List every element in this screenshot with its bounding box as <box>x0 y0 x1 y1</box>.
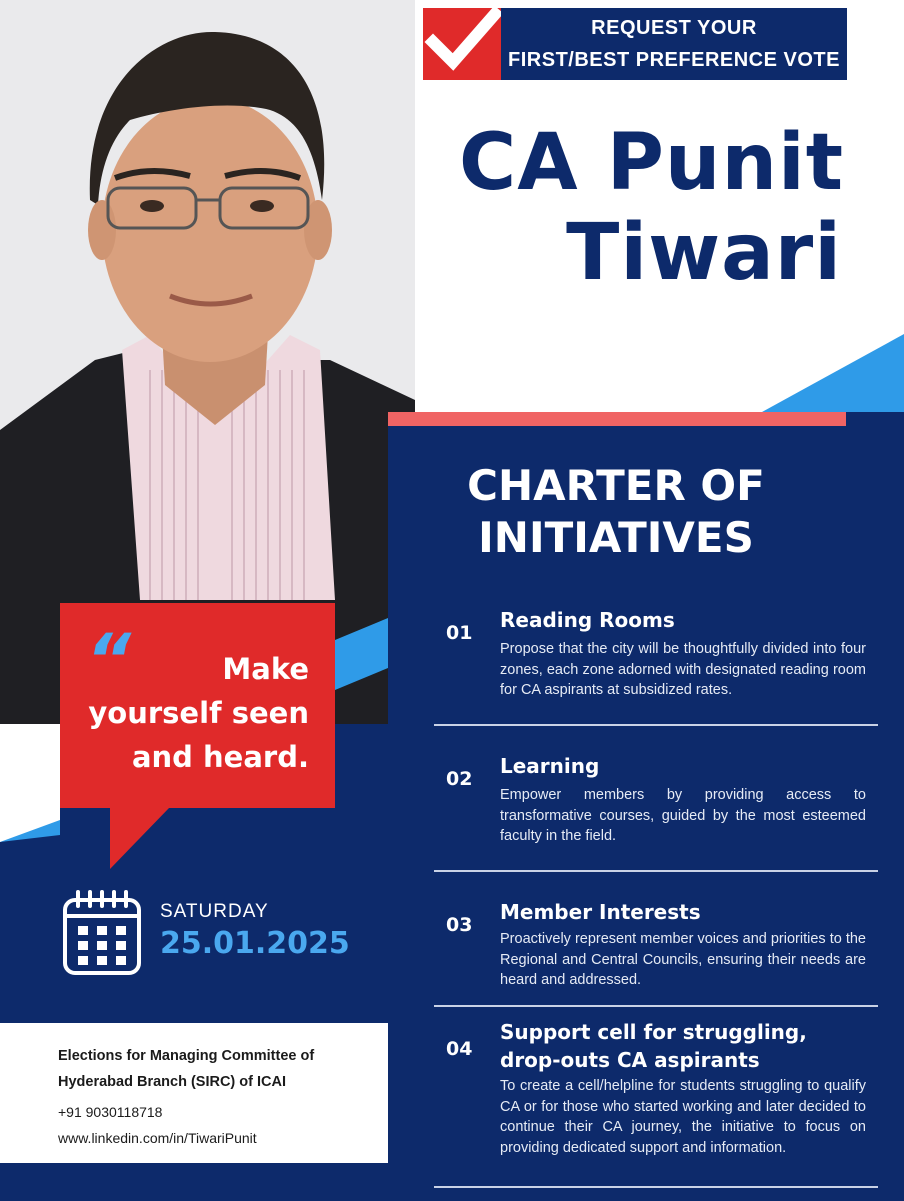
divider <box>434 1186 878 1188</box>
initiative-description: Propose that the city will be thoughtfully divided into four zones, each zone adorned with designated reading room for CA aspirants at subsidized rates. <box>500 641 866 698</box>
candidate-name-line-2: Tiwari <box>566 208 842 298</box>
divider <box>434 870 878 872</box>
vote-request-text <box>501 8 847 80</box>
election-line-2: Hyderabad Branch (SIRC) of ICAI <box>58 1074 286 1090</box>
event-day: SATURDAY <box>160 901 269 922</box>
quote-text <box>88 647 309 779</box>
initiative-item <box>434 604 878 728</box>
initiative-title: Reading Rooms <box>500 608 675 632</box>
initiative-title: Learning <box>500 754 600 778</box>
initiative-item <box>434 898 878 1010</box>
quote-line-3: and heard. <box>131 740 309 774</box>
quote-line-2: yourself seen <box>88 696 309 730</box>
initiative-title: Member Interests <box>500 900 701 924</box>
event-date: 25.01.2025 <box>160 926 350 961</box>
initiative-description: Empower members by providing access to transformative courses, guided by the most esteemed faculty in the field. <box>500 787 866 844</box>
vote-line-1: REQUEST YOUR <box>591 17 757 39</box>
quote-mark-icon: “ <box>86 619 132 701</box>
contact-box <box>0 1023 388 1163</box>
charter-title <box>420 460 812 564</box>
initiative-number: 04 <box>446 1038 473 1060</box>
accent-bar <box>388 412 846 426</box>
initiative-item <box>434 752 878 876</box>
initiative-number: 03 <box>446 914 473 936</box>
initiative-number: 02 <box>446 768 473 790</box>
initiative-number: 01 <box>446 622 473 644</box>
calendar-icon <box>62 890 142 976</box>
charter-title-line-2: INITIATIVES <box>478 513 754 562</box>
vote-request-banner <box>423 8 847 80</box>
election-description <box>58 1043 358 1095</box>
checkmark-icon <box>423 8 501 80</box>
candidate-name-line-1: CA Punit <box>458 118 844 208</box>
quote-callout <box>60 603 335 808</box>
callout-tail <box>110 807 170 869</box>
quote-line-1: Make <box>222 652 309 686</box>
initiative-description: Proactively represent member voices and priorities to the Regional and Central Councils, ensuring their needs are heard and addressed. <box>500 931 866 988</box>
initiative-item <box>434 1016 878 1194</box>
linkedin-link[interactable]: www.linkedin.com/in/TiwariPunit <box>58 1130 257 1146</box>
charter-title-line-1: CHARTER OF <box>467 461 765 510</box>
election-line-1: Elections for Managing Committee of <box>58 1048 315 1064</box>
initiative-description: To create a cell/helpline for students struggling to qualify CA or for those who started working and later decided to continue their CA journey, the initiative to focus on providing dedicated support and information. <box>500 1078 866 1156</box>
initiative-title: Support cell for struggling, drop-outs CA aspirants <box>500 1020 807 1072</box>
vote-line-2: FIRST/BEST PREFERENCE VOTE <box>508 49 840 71</box>
divider <box>434 724 878 726</box>
phone-number[interactable]: +91 9030118718 <box>58 1104 163 1120</box>
divider <box>434 1005 878 1007</box>
